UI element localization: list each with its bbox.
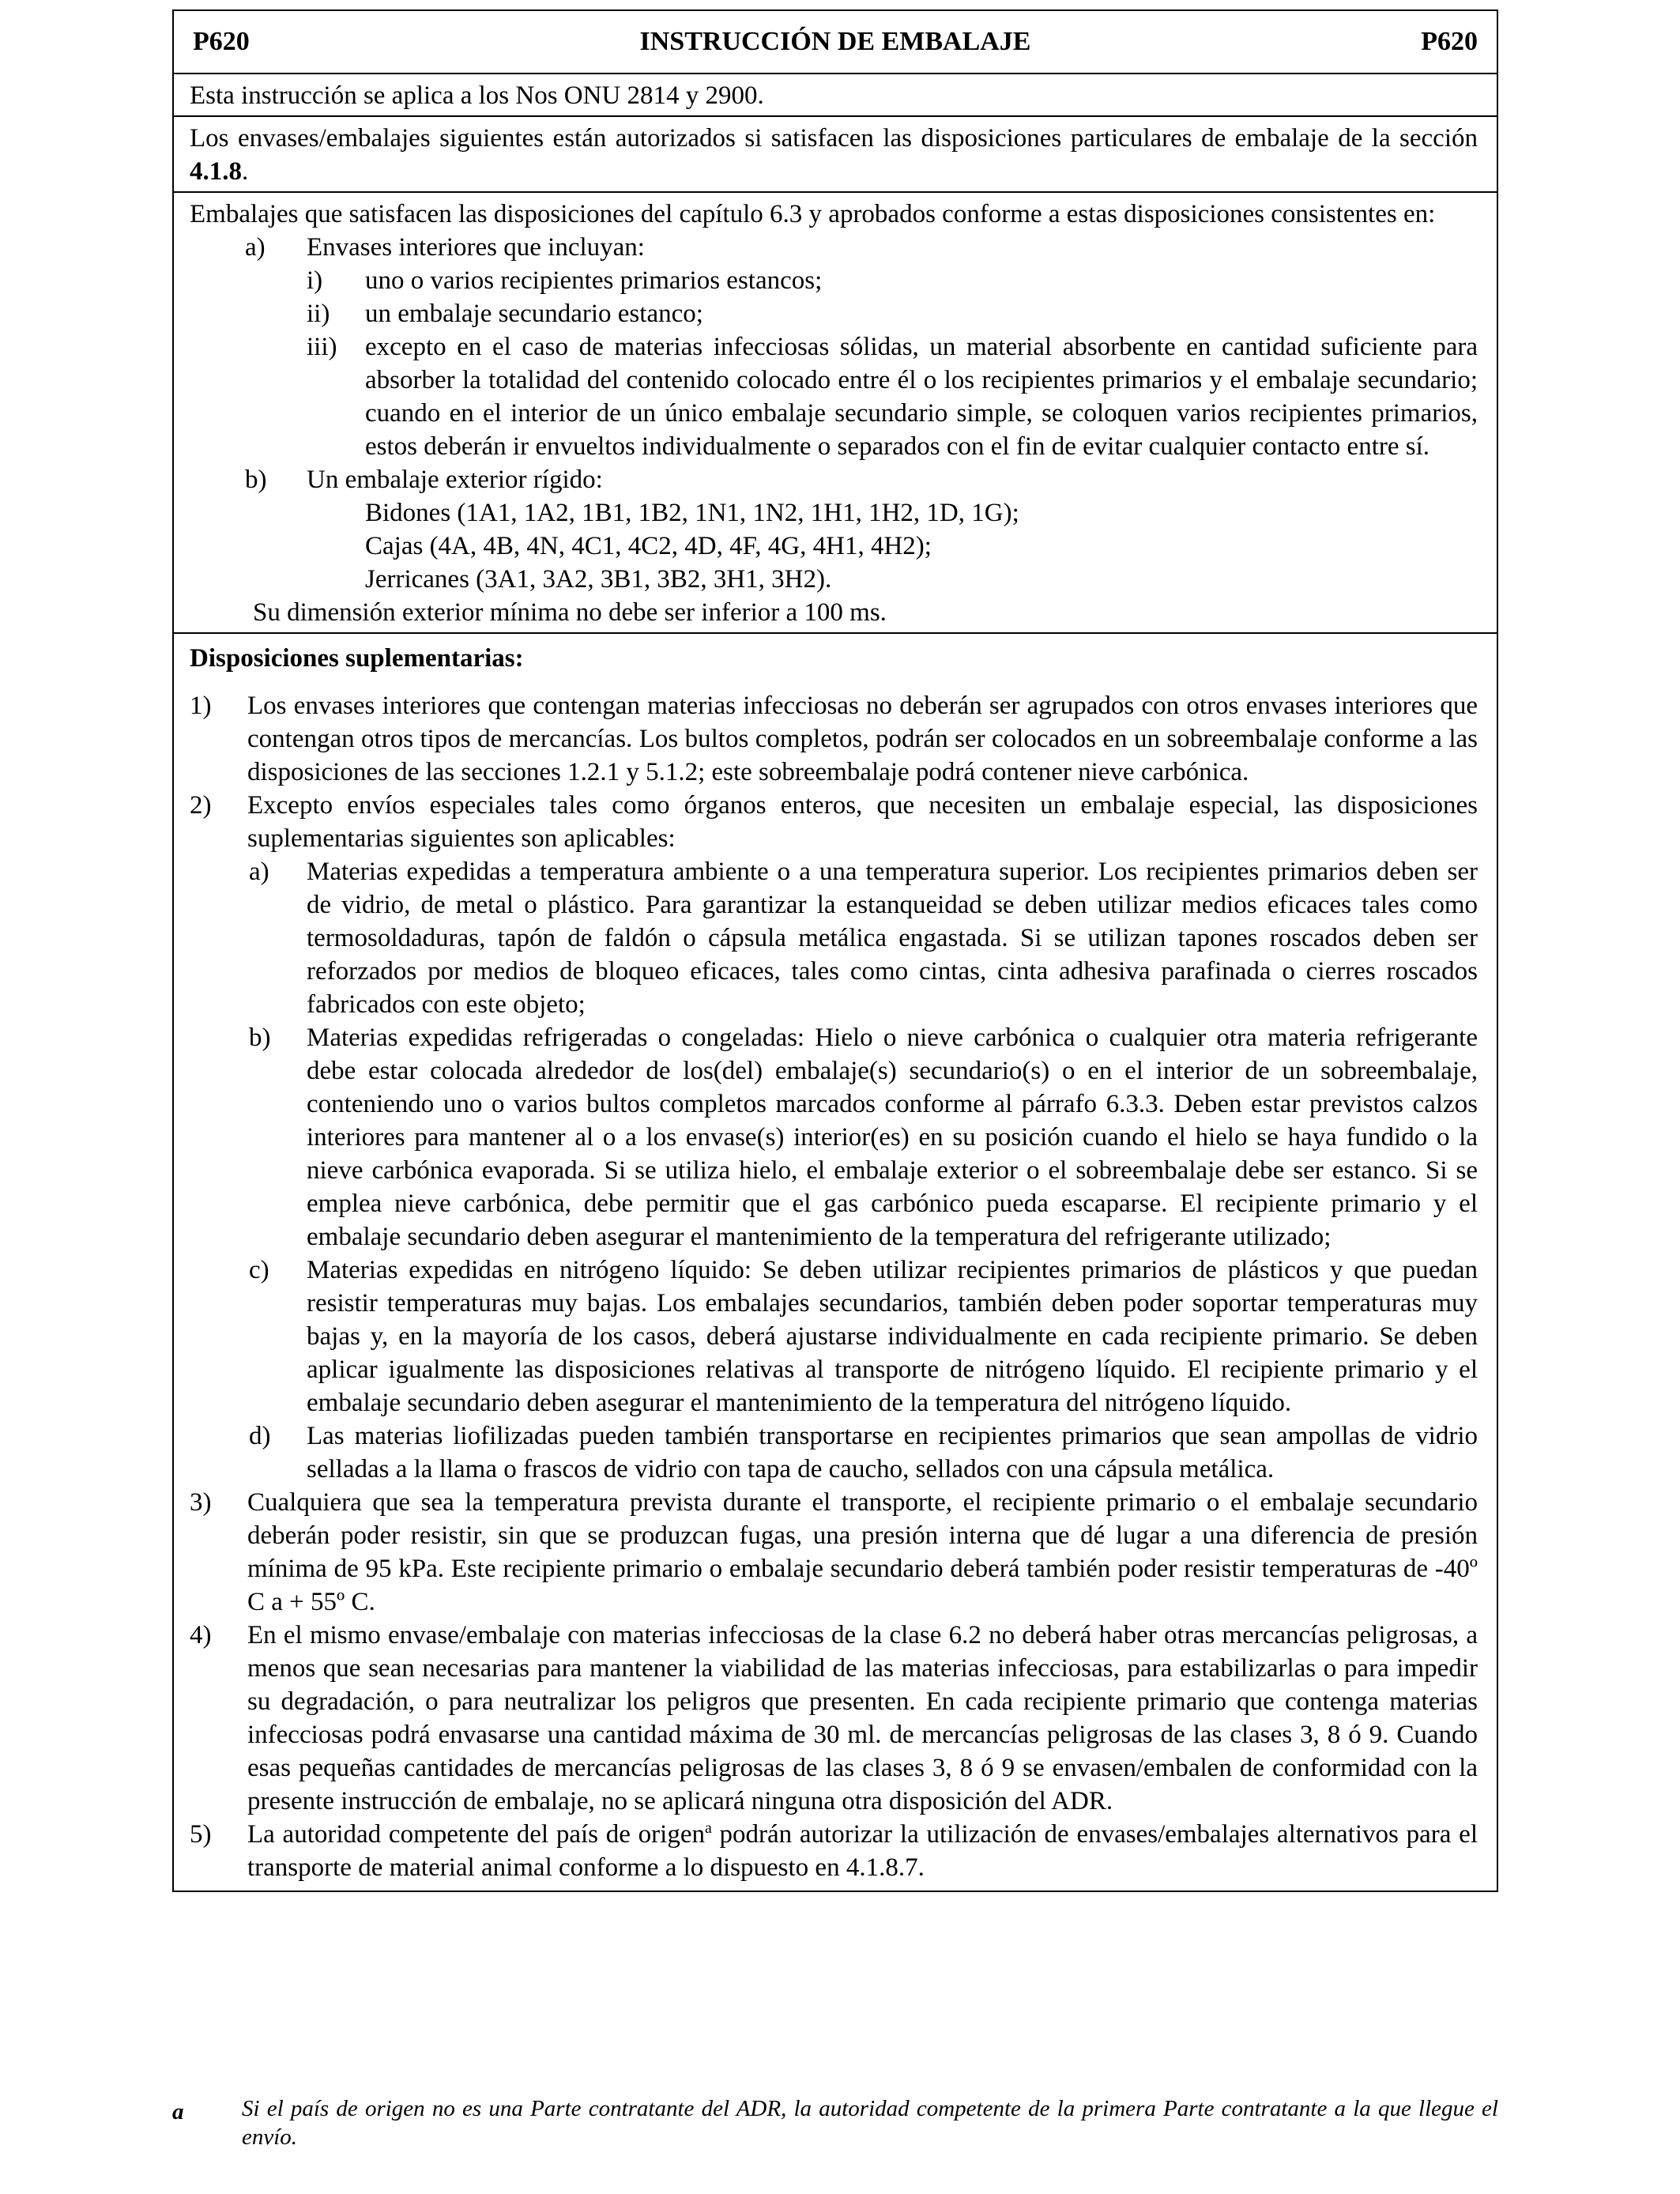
provision-4: [190, 1619, 1478, 1818]
item-text: Los envases interiores que contengan materias infecciosas no deberán ser agrupados con otros envases interiores que contengan otros tipos de mercancías. Los bultos completos, podrán ser colocados en un sobreembalaje conforme a las disposiciones de las secciones 1.2.1 y 5.1.2; este sobreembalaje podrá contener nieve carbónica.: [247, 692, 1478, 786]
min-dimension: Su dimensión exterior mínima no debe ser inferior a 100 ms.: [253, 598, 887, 627]
item-text: Materias expedidas a temperatura ambiente o a una temperatura superior. Los recipientes primarios deben ser de vidrio, de metal o plástico. Para garantizar la estanqueidad se deben utilizar medios eficaces tales como termosoldaduras, tapón de faldón o cápsula metálica engastada. Si se utilizan tapones roscados deben ser reforzados por medios de bloqueo eficaces, tales como cintas, cinta adhesiva parafinada o cierres roscados fabricados con este objeto;: [307, 858, 1478, 1019]
authorized-text: Los envases/embalajes siguientes están autorizados si satisfacen las disposiciones particulares de embalaje de la sección: [190, 124, 1478, 153]
packing-instruction-table: [172, 9, 1498, 1892]
authorized-end: .: [242, 157, 249, 186]
footnote: [172, 2094, 1498, 2151]
packaging-subitem-i: [190, 264, 1478, 297]
packaging-subitem-ii: [190, 297, 1478, 330]
item-label: 3): [190, 1488, 212, 1517]
provision-2-c: [190, 1253, 1478, 1419]
item-text-continued: podrán autorizar la utilización de envases/embalajes alternativos para el transporte de material animal conforme a lo dispuesto en 4.1.8.7.: [247, 1820, 1478, 1882]
provision-2: [190, 789, 1478, 855]
item-text: Excepto envíos especiales tales como órganos enteros, que necesiten un embalaje especial, las disposiciones suplementarias siguientes son aplicables:: [247, 791, 1478, 853]
provision-1: [190, 689, 1478, 789]
header-title: INSTRUCCIÓN DE EMBALAJE: [639, 27, 1031, 56]
provision-2-b: [190, 1021, 1478, 1253]
jerricans-line: Jerricanes (3A1, 3A2, 3B1, 3B2, 3H1, 3H2).: [365, 565, 832, 594]
item-label: i): [307, 266, 323, 295]
footnote-text: Si el país de origen no es una Parte contratante del ADR, la autoridad competente de la primera Parte contratante a la que llegue el envío.: [242, 2096, 1498, 2150]
item-label: b): [245, 466, 267, 494]
item-label: 4): [190, 1621, 212, 1649]
footnote-reference[interactable]: a: [704, 1819, 712, 1837]
provision-2-d: [190, 1419, 1478, 1486]
item-text: un embalaje secundario estanco;: [365, 300, 703, 328]
item-text: La autoridad competente del país de origen: [247, 1820, 705, 1849]
item-label: ii): [307, 300, 330, 328]
provision-5: [190, 1818, 1478, 1884]
supplementary-heading: Disposiciones suplementarias:: [190, 644, 524, 673]
item-label: iii): [307, 333, 337, 361]
boxes-line: Cajas (4A, 4B, 4N, 4C1, 4C2, 4D, 4F, 4G, 4H1, 4H2);: [365, 532, 932, 560]
item-text: excepto en el caso de materias infecciosas sólidas, un material absorbente en cantidad suficiente para absorber la totalidad del contenido colocado entre él o los recipientes primarios y el embalaje secundario; cuando en el interior de un único embalaje secundario simple, se coloquen varios recipientes primarios, estos deberán ir envueltos individualmente o separados con el fin de evitar cualquier contacto entre sí.: [365, 333, 1478, 461]
item-text: Cualquiera que sea la temperatura prevista durante el transporte, el recipiente primario o el embalaje secundario deberán poder resistir, sin que se produzcan fugas, una presión interna que dé lugar a una diferencia de presión mínima de 95 kPa. Este recipiente primario o embalaje secundario deberá también poder resistir temperaturas de -40º C a + 55º C.: [247, 1488, 1478, 1616]
header-code-left: P620: [193, 27, 250, 56]
provision-3: [190, 1486, 1478, 1619]
packaging-item-b: [190, 463, 1478, 496]
item-label: b): [249, 1023, 271, 1052]
provision-2-a: [190, 855, 1478, 1021]
table-header: [174, 11, 1497, 74]
item-label: 5): [190, 1820, 212, 1849]
drums-line: Bidones (1A1, 1A2, 1B1, 1B2, 1N1, 1N2, 1H1, 1H2, 1D, 1G);: [365, 499, 1019, 527]
item-text: Un embalaje exterior rígido:: [307, 466, 603, 494]
item-label: a): [249, 858, 269, 886]
header-code-right: P620: [1421, 27, 1478, 56]
packagings-intro: Embalajes que satisfacen las disposiciones del capítulo 6.3 y aprobados conforme a estas disposiciones consistentes en:: [190, 200, 1436, 228]
applies-text: Esta instrucción se aplica a los Nos ONU 2814 y 2900.: [190, 81, 764, 110]
section-reference: 4.1.8: [190, 157, 242, 186]
packaging-item-a: [190, 231, 1478, 264]
item-text: Las materias liofilizadas pueden también transportarse en recipientes primarios que sean ampollas de vidrio selladas a la llama o frascos de vidrio con tapa de caucho, sellados con una cápsula metálica.: [307, 1422, 1478, 1483]
item-text: Envases interiores que incluyan:: [307, 233, 645, 262]
item-text: Materias expedidas en nitrógeno líquido: Se deben utilizar recipientes primarios de plásticos y que puedan resistir temperaturas muy bajas. Los embalajes secundarios, también deben poder soportar temperaturas muy bajas y, en la mayoría de los casos, deberá ajustarse individualmente en cada recipiente primario. Se deben aplicar igualmente las disposiciones relativas al transporte de nitrógeno líquido. El recipiente primario y el embalaje secundario deben asegurar el mantenimiento de la temperatura del nitrógeno líquido.: [307, 1256, 1478, 1417]
item-text: Materias expedidas refrigeradas o congeladas: Hielo o nieve carbónica o cualquier otra materia refrigerante debe estar colocada alrededor de los(del) embalaje(s) secundario(s) o en el interior de un sobreembalaje, conteniendo uno o varios bultos completos marcados conforme al párrafo 6.3.3. Deben estar previstos calzos interiores para mantener al o a los envase(s) interior(es) en su posición cuando el hielo se haya fundido o la nieve carbónica evaporada. Si se utiliza hielo, el embalaje exterior o el sobreembalaje debe ser estanco. Si se emplea nieve carbónica, debe permitir que el gas carbónico pueda escaparse. El recipiente primario y el embalaje secundario deben asegurar el mantenimiento de la temperatura del refrigerante utilizado;: [307, 1023, 1478, 1251]
footnote-mark: a: [172, 2099, 184, 2124]
packaging-subitem-iii: [190, 330, 1478, 463]
item-label: 1): [190, 692, 212, 720]
item-label: a): [245, 233, 266, 262]
authorized-row: [174, 117, 1497, 193]
item-label: c): [249, 1256, 269, 1284]
applies-row: [174, 74, 1497, 117]
item-label: 2): [190, 791, 212, 820]
packagings-row: [174, 193, 1497, 634]
supplementary-row: [174, 634, 1497, 1891]
item-text: En el mismo envase/embalaje con materias infecciosas de la clase 6.2 no deberá haber otras mercancías peligrosas, a menos que sean necesarias para mantener la viabilidad de las materias infecciosas, para estabilizarlas o para impedir su degradación, o para neutralizar los peligros que presenten. En cada recipiente primario que contenga materias infecciosas podrá envasarse una cantidad máxima de 30 ml. de mercancías peligrosas de las clases 3, 8 ó 9. Cuando esas pequeñas cantidades de mercancías peligrosas de las clases 3, 8 ó 9 se envasen/embalen de conformidad con la presente instrucción de embalaje, no se aplicará ninguna otra disposición del ADR.: [247, 1621, 1478, 1815]
item-label: d): [249, 1422, 271, 1450]
item-text: uno o varios recipientes primarios estancos;: [365, 266, 823, 295]
